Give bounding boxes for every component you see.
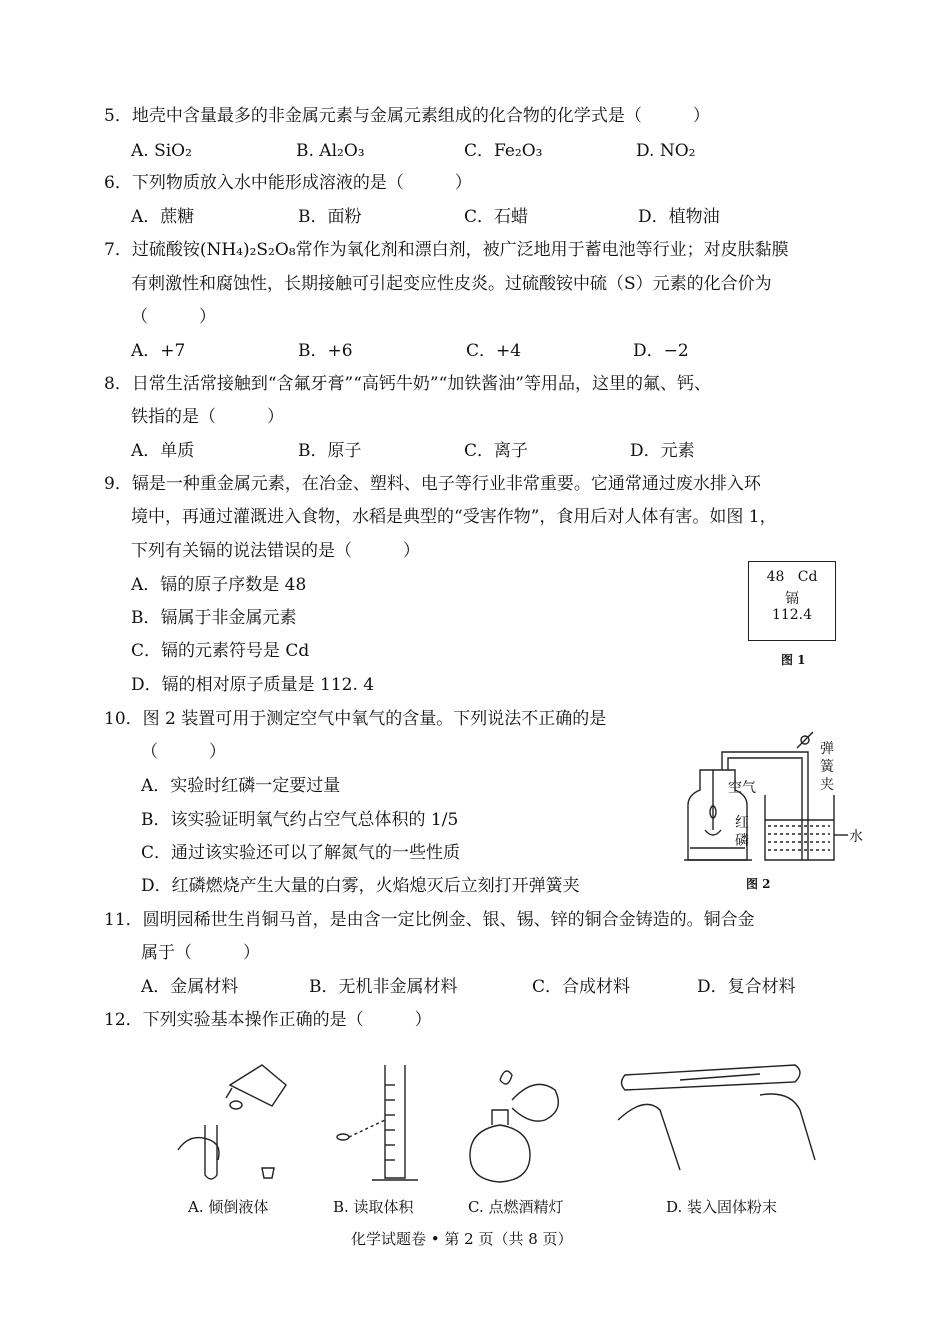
q12-stem: 12．下列实验基本操作正确的是（ ） (104, 1010, 432, 1030)
q5-stem: 5．地壳中含量最多的非金属元素与金属元素组成的化合物的化学式是（ ） (104, 106, 710, 126)
q6-option-a: A．蔗糖 (131, 207, 195, 227)
element-number: 48 (766, 569, 785, 585)
q11-stem-line2: 属于（ ） (141, 943, 260, 963)
q10-option-b: B．该实验证明氧气约占空气总体积的 1/5 (141, 810, 459, 830)
q7-stem-line3: （ ） (131, 307, 216, 327)
figure2-label-water: 水 (849, 829, 863, 845)
alcohol-lamp-icon (470, 1071, 558, 1182)
q11-option-a: A．金属材料 (141, 977, 239, 997)
q8-option-a: A．单质 (131, 441, 195, 461)
q9-option-c: C．镉的元素符号是 Cd (131, 641, 310, 661)
q8-option-b: B．原子 (298, 441, 362, 461)
q12-caption-a: A. 倾倒液体 (188, 1198, 269, 1216)
powder-tube-icon (618, 1065, 815, 1170)
q5-option-b: B. Al₂O₃ (296, 141, 365, 161)
q9-option-b: B．镉属于非金属元素 (131, 608, 297, 628)
q6-option-d: D．植物油 (638, 207, 720, 227)
q6-stem: 6．下列物质放入水中能形成溶液的是（ ） (104, 173, 472, 193)
q11-option-b: B．无机非金属材料 (309, 977, 458, 997)
q9-option-d: D．镉的相对原子质量是 112. 4 (131, 675, 375, 695)
q11-stem-line1: 11．圆明园稀世生肖铜马首，是由含一定比例金、银、锡、锌的铜合金铸造的。铜合金 (104, 910, 755, 930)
q10-option-c: C．通过该实验还可以了解氮气的一些性质 (141, 843, 461, 863)
q10-stem-line1: 10．图 2 装置可用于测定空气中氧气的含量。下列说法不正确的是 (104, 709, 607, 729)
element-name: 镉 (785, 591, 799, 607)
q6-option-b: B．面粉 (298, 207, 362, 227)
q9-option-a: A．镉的原子序数是 48 (131, 575, 307, 595)
q8-stem-line1: 8．日常生活常接触到“含氟牙膏”“高钙牛奶”“加铁酱油”等用品，这里的氟、钙、 (104, 374, 711, 394)
q7-stem-line2: 有刺激性和腐蚀性，长期接触可引起变应性皮炎。过硫酸铵中硫（S）元素的化合价为 (131, 274, 772, 294)
q9-stem-line2: 境中，再通过灌溉进入食物，水稻是典型的“受害作物”，食用后对人体有害。如图 1， (131, 507, 777, 527)
figure2-label-phosphorus-2: 磷 (735, 833, 749, 849)
q11-option-d: D．复合材料 (697, 977, 796, 997)
element-mass: 112.4 (771, 607, 813, 623)
pour-liquid-icon (178, 1065, 286, 1179)
q10-option-a: A．实验时红磷一定要过量 (141, 776, 341, 796)
q7-option-d: D．−2 (633, 341, 689, 361)
q8-option-d: D．元素 (630, 441, 695, 461)
figure2-label-clamp-2: 簧 (820, 759, 834, 775)
read-volume-icon (337, 1065, 418, 1180)
figure2-caption: 图 2 (746, 877, 771, 891)
figure2-label-clamp-3: 夹 (820, 777, 834, 793)
q8-option-c: C．离子 (464, 441, 529, 461)
q7-stem-line1: 7．过硫酸铵(NH₄)₂S₂O₈常作为氧化剂和漂白剂，被广泛地用于蓄电池等行业；对皮肤黏膜 (104, 240, 789, 260)
q9-stem-line1: 9．镉是一种重金属元素，在冶金、塑料、电子等行业非常重要。它通常通过废水排入环 (104, 474, 761, 494)
q6-option-c: C．石蜡 (464, 207, 529, 227)
q5-option-a: A. SiO₂ (131, 141, 192, 161)
q11-option-c: C．合成材料 (532, 977, 631, 997)
q7-option-c: C．+4 (466, 341, 522, 361)
q5-option-c: C．Fe₂O₃ (464, 141, 543, 161)
q7-option-b: B．+6 (298, 341, 353, 361)
q7-option-a: A．+7 (131, 341, 186, 361)
page-footer: 化学试题卷 • 第 2 页（共 8 页） (351, 1230, 573, 1248)
q5-option-d: D. NO₂ (636, 141, 696, 161)
figure2-label-phosphorus-1: 红 (735, 815, 749, 831)
q12-caption-b: B. 读取体积 (333, 1198, 414, 1216)
figure1-caption: 图 1 (781, 653, 806, 667)
q12-caption-d: D. 装入固体粉末 (666, 1198, 778, 1216)
q12-caption-c: C. 点燃酒精灯 (468, 1198, 564, 1216)
element-symbol: Cd (797, 569, 818, 585)
figure2-label-air: 空气 (728, 780, 756, 796)
q10-option-d: D．红磷燃烧产生大量的白雾，火焰熄灭后立刻打开弹簧夹 (141, 876, 580, 896)
figure2-label-clamp-1: 弹 (820, 741, 834, 757)
q10-stem-line2: （ ） (141, 742, 226, 762)
q9-stem-line3: 下列有关镉的说法错误的是（ ） (131, 541, 420, 561)
q8-stem-line2: 铁指的是（ ） (131, 407, 284, 427)
